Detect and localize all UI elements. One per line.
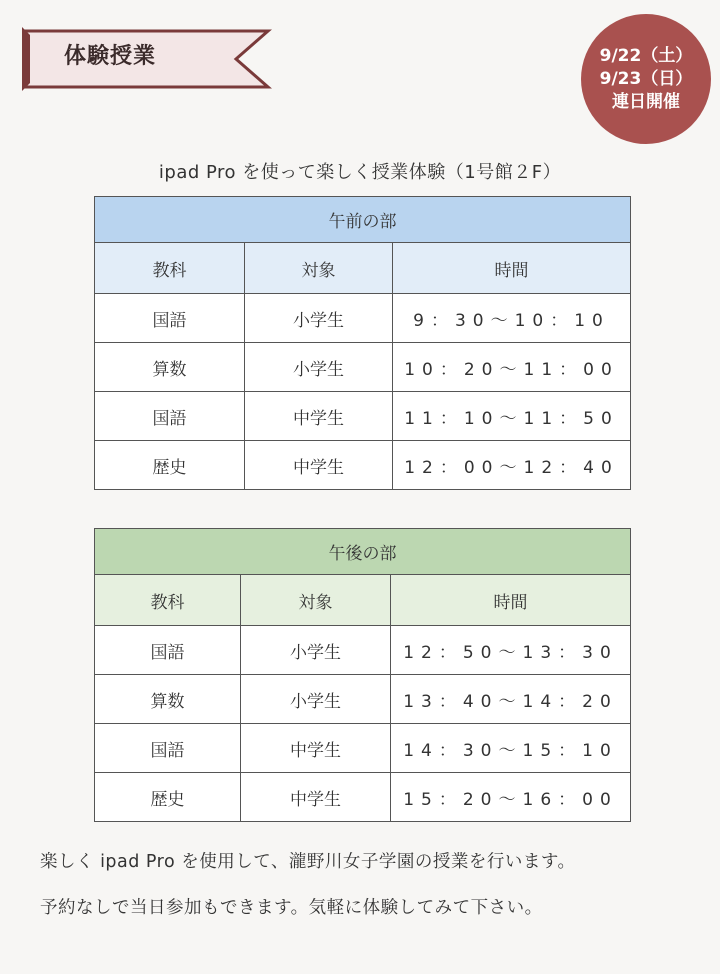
cell-subject: 国語 xyxy=(95,724,241,773)
cell-target: 中学生 xyxy=(245,392,393,441)
cell-time: 12：50〜13：30 xyxy=(391,626,631,675)
table-row xyxy=(95,343,631,392)
cell-target: 中学生 xyxy=(241,773,391,822)
cell-target: 小学生 xyxy=(241,675,391,724)
subtitle: ipad Pro を使って楽しく授業体験（1号館２F） xyxy=(158,162,562,183)
cell-target: 中学生 xyxy=(245,441,393,490)
footer-line-1: 楽しく ipad Pro を使用して、瀧野川女子学園の授業を行います。 xyxy=(40,852,576,872)
cell-subject: 歴史 xyxy=(95,441,245,490)
afternoon-title: 午後の部 xyxy=(95,529,631,575)
cell-subject: 国語 xyxy=(95,626,241,675)
column-header-time: 時間 xyxy=(393,243,631,294)
morning-schedule-table xyxy=(94,196,631,490)
cell-subject: 国語 xyxy=(95,294,245,343)
cell-subject: 算数 xyxy=(95,675,241,724)
title-ribbon xyxy=(22,27,272,91)
date-badge xyxy=(581,14,711,144)
table-row xyxy=(95,675,631,724)
cell-subject: 国語 xyxy=(95,392,245,441)
column-header-time: 時間 xyxy=(391,575,631,626)
cell-time: 10：20〜11：00 xyxy=(393,343,631,392)
cell-time: 15：20〜16：00 xyxy=(391,773,631,822)
cell-time: 9：30〜10：10 xyxy=(393,294,631,343)
column-header-target: 対象 xyxy=(245,243,393,294)
cell-time: 12：00〜12：40 xyxy=(393,441,631,490)
footer-line-2: 予約なしで当日参加もできます。気軽に体験してみて下さい。 xyxy=(40,898,543,918)
cell-target: 小学生 xyxy=(245,343,393,392)
cell-target: 小学生 xyxy=(245,294,393,343)
table-row xyxy=(95,626,631,675)
cell-target: 小学生 xyxy=(241,626,391,675)
cell-subject: 算数 xyxy=(95,343,245,392)
page-title: 体験授業 xyxy=(64,44,157,69)
cell-time: 13：40〜14：20 xyxy=(391,675,631,724)
cell-subject: 歴史 xyxy=(95,773,241,822)
table-row xyxy=(95,294,631,343)
table-row xyxy=(95,773,631,822)
cell-time: 14：30〜15：10 xyxy=(391,724,631,773)
column-header-target: 対象 xyxy=(241,575,391,626)
morning-title: 午前の部 xyxy=(95,197,631,243)
table-row xyxy=(95,724,631,773)
table-row xyxy=(95,441,631,490)
date-line-2: 9/23（日） xyxy=(599,68,693,89)
cell-time: 11：10〜11：50 xyxy=(393,392,631,441)
column-header-subject: 教科 xyxy=(95,575,241,626)
date-line-1: 9/22（土） xyxy=(599,45,693,66)
cell-target: 中学生 xyxy=(241,724,391,773)
date-note: 連日開催 xyxy=(612,91,680,112)
afternoon-schedule-table xyxy=(94,528,631,822)
column-header-subject: 教科 xyxy=(95,243,245,294)
table-row xyxy=(95,392,631,441)
